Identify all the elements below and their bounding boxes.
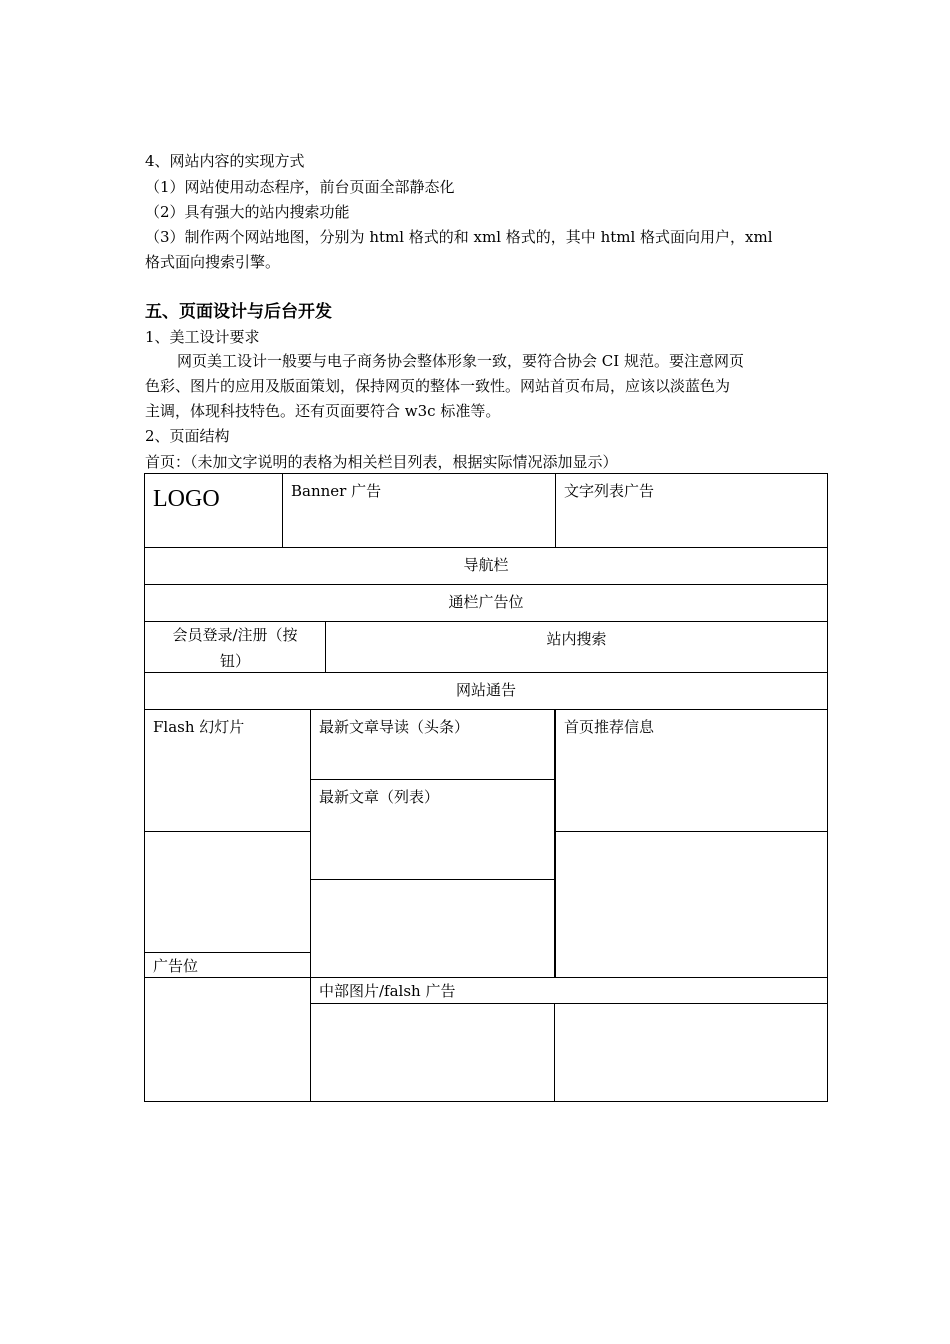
homepage-recommend-cell: 首页推荐信息	[555, 709, 828, 832]
column-list-cell-bottom-middle	[310, 1003, 555, 1102]
text-list-ad-cell: 文字列表广告	[555, 473, 828, 548]
section4-item-1: （1）网站使用动态程序，前台页面全部静态化	[145, 178, 455, 196]
latest-list-cell: 最新文章（列表）	[310, 779, 555, 880]
section5-sub1-title: 1、美工设计要求	[145, 328, 260, 346]
column-list-cell-right	[555, 831, 828, 978]
logo-cell: LOGO	[144, 473, 283, 548]
site-notice-cell: 网站通告	[144, 672, 828, 710]
section4-title: 4、网站内容的实现方式	[145, 152, 305, 170]
site-search-cell: 站内搜索	[325, 621, 828, 673]
ad-slot-cell: 广告位	[144, 952, 311, 978]
banner-ad-cell: Banner 广告	[282, 473, 556, 548]
member-login-cell: 会员登录/注册（按钮）	[144, 621, 326, 673]
homepage-caption: 首页：（未加文字说明的表格为相关栏目列表，根据实际情况添加显示）	[145, 453, 618, 471]
latest-headline-cell: 最新文章导读（头条）	[310, 709, 555, 780]
section5-sub2-title: 2、页面结构	[145, 427, 230, 445]
section4-item-3: （3）制作两个网站地图，分别为 html 格式的和 xml 格式的，其中 html 格式面向用户，xml	[145, 228, 773, 246]
section5-heading: 五、页面设计与后台开发	[145, 302, 332, 322]
section5-paragraph-line-3: 主调，体现科技特色。还有页面要符合 w3c 标准等。	[145, 402, 501, 420]
middle-image-ad-cell: 中部图片/falsh 广告	[310, 977, 828, 1004]
wide-ad-cell: 通栏广告位	[144, 584, 828, 622]
section5-paragraph-line-2: 色彩、图片的应用及版面策划，保持网页的整体一致性。网站首页布局，应该以淡蓝色为	[145, 377, 731, 395]
column-list-cell-left	[144, 831, 311, 953]
nav-bar-cell: 导航栏	[144, 547, 828, 585]
flash-slideshow-cell: Flash 幻灯片	[144, 709, 311, 832]
column-list-cell-bottom-right	[554, 1003, 828, 1102]
section4-item-2: （2）具有强大的站内搜索功能	[145, 203, 350, 221]
column-list-cell-bottom-left	[144, 977, 311, 1102]
column-list-cell-middle	[310, 879, 555, 978]
section5-paragraph-line-1: 网页美工设计一般要与电子商务协会整体形象一致，要符合协会 CI 规范。要注意网页	[177, 352, 744, 370]
section4-item-3-cont: 格式面向搜索引擎。	[145, 253, 281, 271]
